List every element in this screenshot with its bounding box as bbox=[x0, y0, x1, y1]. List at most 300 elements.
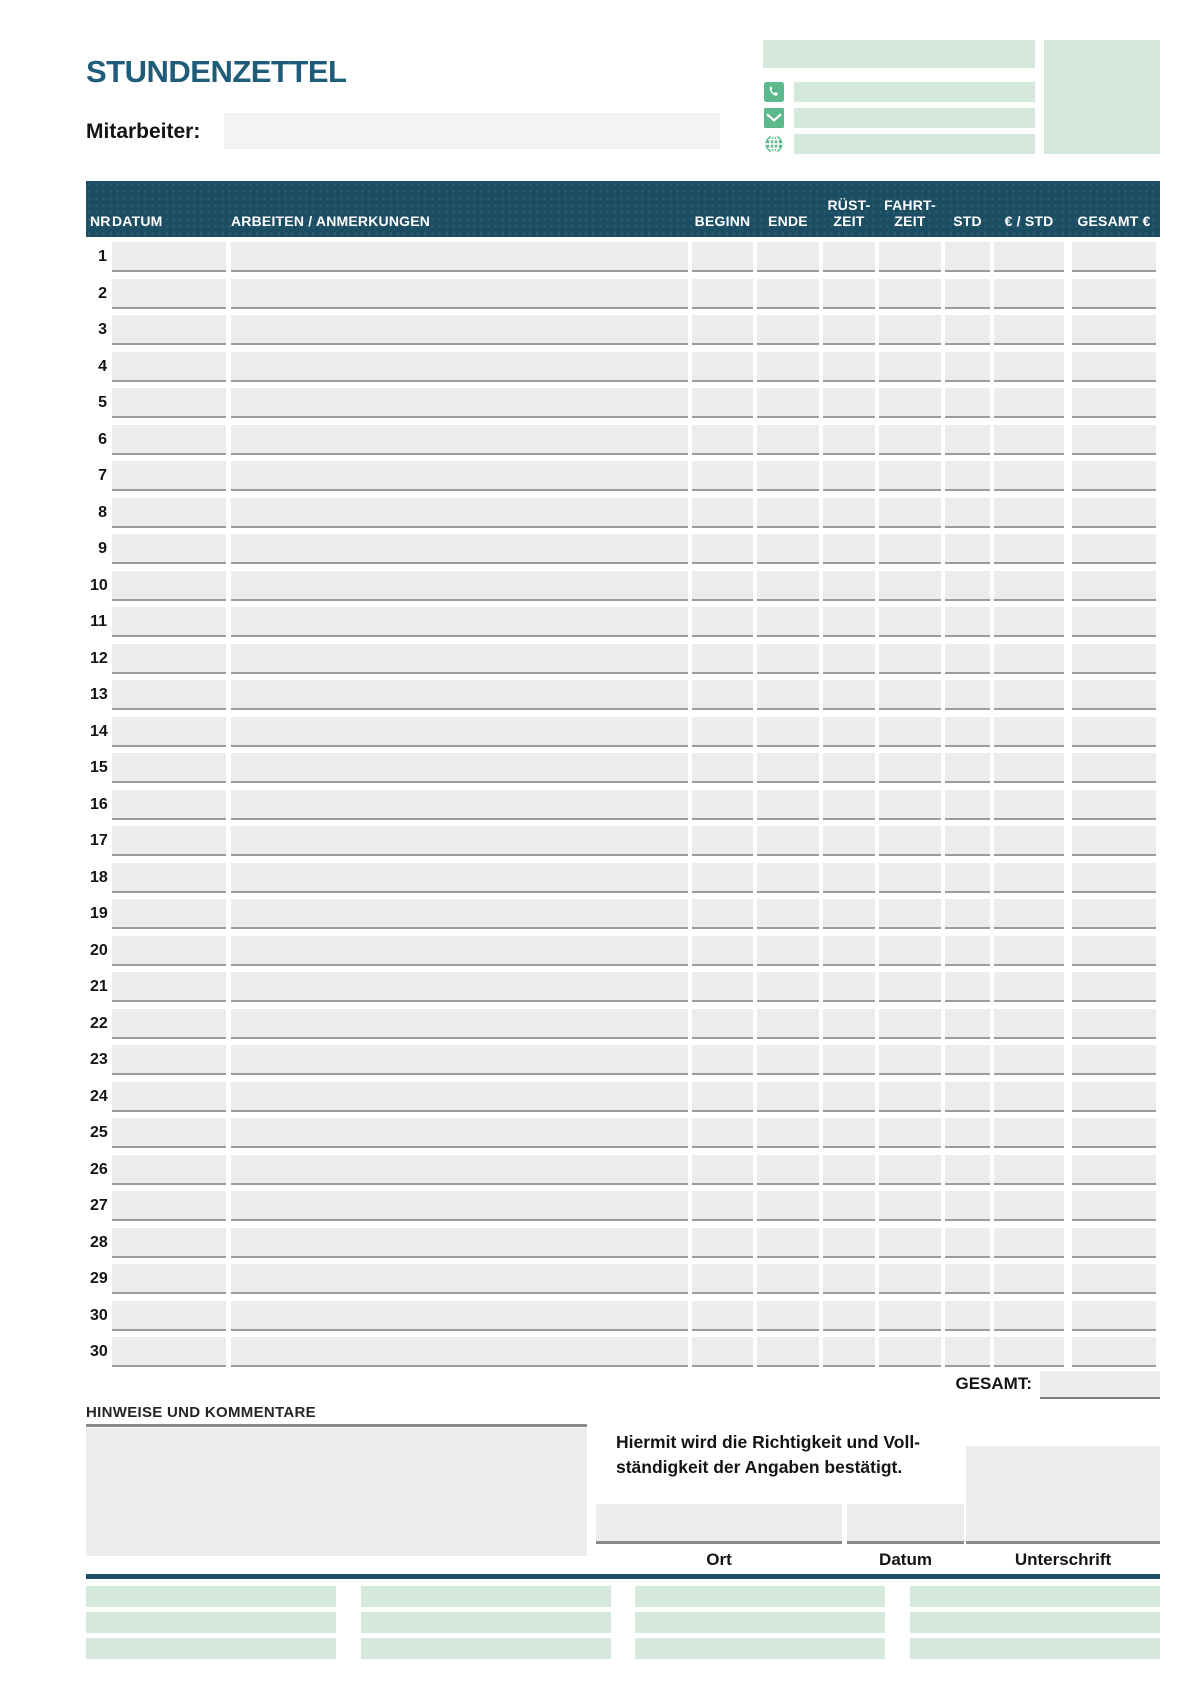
table-row bbox=[86, 279, 1160, 309]
gesamt-field[interactable] bbox=[1072, 753, 1156, 783]
datum-field[interactable] bbox=[112, 1155, 226, 1185]
datum-field[interactable] bbox=[112, 1337, 226, 1367]
ruestzeit-field[interactable] bbox=[823, 717, 875, 747]
ende-field[interactable] bbox=[757, 571, 819, 601]
ende-field[interactable] bbox=[757, 753, 819, 783]
beginn-field[interactable] bbox=[692, 388, 753, 418]
std-field[interactable] bbox=[945, 680, 990, 710]
std-field[interactable] bbox=[945, 498, 990, 528]
fahrtzeit-field[interactable] bbox=[879, 388, 941, 418]
arbeiten-field[interactable] bbox=[231, 899, 688, 929]
ende-field[interactable] bbox=[757, 607, 819, 637]
ende-field[interactable] bbox=[757, 1228, 819, 1258]
beginn-field[interactable] bbox=[692, 1264, 753, 1294]
gesamt-field[interactable] bbox=[1072, 1155, 1156, 1185]
fahrtzeit-field[interactable] bbox=[879, 279, 941, 309]
beginn-field[interactable] bbox=[692, 571, 753, 601]
arbeiten-field[interactable] bbox=[231, 1009, 688, 1039]
eur-std-field[interactable] bbox=[994, 1228, 1064, 1258]
gesamt-field[interactable] bbox=[1072, 936, 1156, 966]
eur-std-field[interactable] bbox=[994, 1337, 1064, 1367]
std-field[interactable] bbox=[945, 1301, 990, 1331]
datum-field[interactable] bbox=[112, 936, 226, 966]
gesamt-field[interactable] bbox=[1072, 972, 1156, 1002]
fahrtzeit-field[interactable] bbox=[879, 972, 941, 1002]
ruestzeit-field[interactable] bbox=[823, 425, 875, 455]
ruestzeit-field[interactable] bbox=[823, 1118, 875, 1148]
std-field[interactable] bbox=[945, 571, 990, 601]
gesamt-field[interactable] bbox=[1072, 534, 1156, 564]
ruestzeit-field[interactable] bbox=[823, 972, 875, 1002]
fahrtzeit-field[interactable] bbox=[879, 1191, 941, 1221]
eur-std-field[interactable] bbox=[994, 1264, 1064, 1294]
arbeiten-field[interactable] bbox=[231, 753, 688, 783]
beginn-field[interactable] bbox=[692, 1337, 753, 1367]
ruestzeit-field[interactable] bbox=[823, 936, 875, 966]
beginn-field[interactable] bbox=[692, 717, 753, 747]
gesamt-field[interactable] bbox=[1072, 242, 1156, 272]
ruestzeit-field[interactable] bbox=[823, 607, 875, 637]
arbeiten-field[interactable] bbox=[231, 461, 688, 491]
std-field[interactable] bbox=[945, 717, 990, 747]
datum-field[interactable] bbox=[112, 571, 226, 601]
gesamt-field[interactable] bbox=[1072, 899, 1156, 929]
ende-field[interactable] bbox=[757, 352, 819, 382]
ende-field[interactable] bbox=[757, 863, 819, 893]
ruestzeit-field[interactable] bbox=[823, 899, 875, 929]
ruestzeit-field[interactable] bbox=[823, 1045, 875, 1075]
ende-field[interactable] bbox=[757, 644, 819, 674]
std-field[interactable] bbox=[945, 607, 990, 637]
table-row bbox=[86, 680, 1160, 710]
ende-field[interactable] bbox=[757, 1118, 819, 1148]
ende-field[interactable] bbox=[757, 1009, 819, 1039]
fahrtzeit-field[interactable] bbox=[879, 1228, 941, 1258]
ende-field[interactable] bbox=[757, 1155, 819, 1185]
std-field[interactable] bbox=[945, 1045, 990, 1075]
eur-std-field[interactable] bbox=[994, 425, 1064, 455]
gesamt-field[interactable] bbox=[1072, 461, 1156, 491]
footer-column bbox=[86, 1586, 336, 1664]
gesamt-field[interactable] bbox=[1072, 644, 1156, 674]
ende-field[interactable] bbox=[757, 425, 819, 455]
ruestzeit-field[interactable] bbox=[823, 826, 875, 856]
beginn-field[interactable] bbox=[692, 1301, 753, 1331]
datum-sign-field[interactable] bbox=[847, 1504, 964, 1544]
ende-field[interactable] bbox=[757, 1337, 819, 1367]
gesamt-field[interactable] bbox=[1072, 1264, 1156, 1294]
comments-field[interactable] bbox=[86, 1428, 587, 1556]
ende-field[interactable] bbox=[757, 1191, 819, 1221]
row-number: 14 bbox=[90, 722, 108, 740]
fahrtzeit-field[interactable] bbox=[879, 1155, 941, 1185]
std-field[interactable] bbox=[945, 899, 990, 929]
beginn-field[interactable] bbox=[692, 899, 753, 929]
ruestzeit-field[interactable] bbox=[823, 1155, 875, 1185]
datum-field[interactable] bbox=[112, 826, 226, 856]
fahrtzeit-field[interactable] bbox=[879, 680, 941, 710]
fahrtzeit-field[interactable] bbox=[879, 1301, 941, 1331]
comments-heading: HINWEISE UND KOMMENTARE bbox=[86, 1404, 316, 1421]
arbeiten-field[interactable] bbox=[231, 790, 688, 820]
table-row bbox=[86, 498, 1160, 528]
datum-field[interactable] bbox=[112, 461, 226, 491]
ende-field[interactable] bbox=[757, 680, 819, 710]
beginn-field[interactable] bbox=[692, 753, 753, 783]
std-field[interactable] bbox=[945, 972, 990, 1002]
arbeiten-field[interactable] bbox=[231, 571, 688, 601]
eur-std-field[interactable] bbox=[994, 279, 1064, 309]
fahrtzeit-field[interactable] bbox=[879, 534, 941, 564]
eur-std-field[interactable] bbox=[994, 498, 1064, 528]
beginn-field[interactable] bbox=[692, 826, 753, 856]
fahrtzeit-field[interactable] bbox=[879, 826, 941, 856]
datum-field[interactable] bbox=[112, 242, 226, 272]
eur-std-field[interactable] bbox=[994, 1082, 1064, 1112]
ruestzeit-field[interactable] bbox=[823, 242, 875, 272]
gesamt-field[interactable] bbox=[1072, 680, 1156, 710]
ruestzeit-field[interactable] bbox=[823, 1191, 875, 1221]
table-row bbox=[86, 352, 1160, 382]
datum-field[interactable] bbox=[112, 790, 226, 820]
ende-field[interactable] bbox=[757, 1301, 819, 1331]
gesamt-field[interactable] bbox=[1072, 607, 1156, 637]
eur-std-field[interactable] bbox=[994, 461, 1064, 491]
ruestzeit-field[interactable] bbox=[823, 1337, 875, 1367]
arbeiten-field[interactable] bbox=[231, 1264, 688, 1294]
ruestzeit-field[interactable] bbox=[823, 352, 875, 382]
eur-std-field[interactable] bbox=[994, 1191, 1064, 1221]
gesamt-field[interactable] bbox=[1072, 315, 1156, 345]
datum-field[interactable] bbox=[112, 863, 226, 893]
fahrtzeit-field[interactable] bbox=[879, 936, 941, 966]
eur-std-field[interactable] bbox=[994, 753, 1064, 783]
beginn-field[interactable] bbox=[692, 863, 753, 893]
arbeiten-field[interactable] bbox=[231, 1191, 688, 1221]
ende-field[interactable] bbox=[757, 242, 819, 272]
eur-std-field[interactable] bbox=[994, 1301, 1064, 1331]
beginn-field[interactable] bbox=[692, 607, 753, 637]
fahrtzeit-field[interactable] bbox=[879, 1118, 941, 1148]
footer-placeholder-bar bbox=[910, 1586, 1160, 1607]
fahrtzeit-field[interactable] bbox=[879, 717, 941, 747]
fahrtzeit-field[interactable] bbox=[879, 607, 941, 637]
ruestzeit-field[interactable] bbox=[823, 388, 875, 418]
beginn-field[interactable] bbox=[692, 1009, 753, 1039]
unterschrift-field[interactable] bbox=[966, 1446, 1160, 1544]
beginn-field[interactable] bbox=[692, 936, 753, 966]
eur-std-field[interactable] bbox=[994, 571, 1064, 601]
eur-std-field[interactable] bbox=[994, 607, 1064, 637]
ort-field[interactable] bbox=[596, 1504, 842, 1544]
eur-std-field[interactable] bbox=[994, 388, 1064, 418]
std-field[interactable] bbox=[945, 753, 990, 783]
ruestzeit-field[interactable] bbox=[823, 498, 875, 528]
beginn-field[interactable] bbox=[692, 352, 753, 382]
ruestzeit-field[interactable] bbox=[823, 644, 875, 674]
gesamt-field[interactable] bbox=[1072, 790, 1156, 820]
arbeiten-field[interactable] bbox=[231, 534, 688, 564]
std-field[interactable] bbox=[945, 826, 990, 856]
gesamt-total-field[interactable] bbox=[1040, 1371, 1160, 1399]
arbeiten-field[interactable] bbox=[231, 498, 688, 528]
arbeiten-field[interactable] bbox=[231, 644, 688, 674]
eur-std-field[interactable] bbox=[994, 899, 1064, 929]
ende-field[interactable] bbox=[757, 936, 819, 966]
beginn-field[interactable] bbox=[692, 1045, 753, 1075]
fahrtzeit-field[interactable] bbox=[879, 1337, 941, 1367]
std-field[interactable] bbox=[945, 1118, 990, 1148]
beginn-field[interactable] bbox=[692, 498, 753, 528]
beginn-field[interactable] bbox=[692, 461, 753, 491]
gesamt-field[interactable] bbox=[1072, 1118, 1156, 1148]
arbeiten-field[interactable] bbox=[231, 936, 688, 966]
std-field[interactable] bbox=[945, 644, 990, 674]
arbeiten-field[interactable] bbox=[231, 1045, 688, 1075]
ruestzeit-field[interactable] bbox=[823, 680, 875, 710]
beginn-field[interactable] bbox=[692, 242, 753, 272]
arbeiten-field[interactable] bbox=[231, 1228, 688, 1258]
arbeiten-field[interactable] bbox=[231, 1118, 688, 1148]
fahrtzeit-field[interactable] bbox=[879, 1045, 941, 1075]
beginn-field[interactable] bbox=[692, 790, 753, 820]
arbeiten-field[interactable] bbox=[231, 1301, 688, 1331]
std-field[interactable] bbox=[945, 1264, 990, 1294]
std-field[interactable] bbox=[945, 936, 990, 966]
beginn-field[interactable] bbox=[692, 1155, 753, 1185]
std-field[interactable] bbox=[945, 352, 990, 382]
ende-field[interactable] bbox=[757, 315, 819, 345]
ende-field[interactable] bbox=[757, 790, 819, 820]
table-row bbox=[86, 388, 1160, 418]
fahrtzeit-field[interactable] bbox=[879, 315, 941, 345]
gesamt-field[interactable] bbox=[1072, 1301, 1156, 1331]
gesamt-field[interactable] bbox=[1072, 388, 1156, 418]
eur-std-field[interactable] bbox=[994, 534, 1064, 564]
gesamt-field[interactable] bbox=[1072, 1337, 1156, 1367]
eur-std-field[interactable] bbox=[994, 972, 1064, 1002]
arbeiten-field[interactable] bbox=[231, 680, 688, 710]
gesamt-field[interactable] bbox=[1072, 1228, 1156, 1258]
datum-field[interactable] bbox=[112, 1009, 226, 1039]
fahrtzeit-field[interactable] bbox=[879, 1082, 941, 1112]
fahrtzeit-field[interactable] bbox=[879, 644, 941, 674]
datum-field[interactable] bbox=[112, 1264, 226, 1294]
gesamt-field[interactable] bbox=[1072, 279, 1156, 309]
ende-field[interactable] bbox=[757, 461, 819, 491]
datum-field[interactable] bbox=[112, 607, 226, 637]
arbeiten-field[interactable] bbox=[231, 1337, 688, 1367]
datum-field[interactable] bbox=[112, 1228, 226, 1258]
std-field[interactable] bbox=[945, 1082, 990, 1112]
std-field[interactable] bbox=[945, 315, 990, 345]
arbeiten-field[interactable] bbox=[231, 242, 688, 272]
ruestzeit-field[interactable] bbox=[823, 1009, 875, 1039]
gesamt-field[interactable] bbox=[1072, 1191, 1156, 1221]
datum-field[interactable] bbox=[112, 680, 226, 710]
beginn-field[interactable] bbox=[692, 534, 753, 564]
ruestzeit-field[interactable] bbox=[823, 863, 875, 893]
ende-field[interactable] bbox=[757, 1045, 819, 1075]
gesamt-field[interactable] bbox=[1072, 571, 1156, 601]
datum-field[interactable] bbox=[112, 972, 226, 1002]
arbeiten-field[interactable] bbox=[231, 1082, 688, 1112]
arbeiten-field[interactable] bbox=[231, 388, 688, 418]
datum-field[interactable] bbox=[112, 279, 226, 309]
eur-std-field[interactable] bbox=[994, 1118, 1064, 1148]
table-row bbox=[86, 534, 1160, 564]
fahrtzeit-field[interactable] bbox=[879, 498, 941, 528]
eur-std-field[interactable] bbox=[994, 644, 1064, 674]
beginn-field[interactable] bbox=[692, 1082, 753, 1112]
beginn-field[interactable] bbox=[692, 680, 753, 710]
ende-field[interactable] bbox=[757, 498, 819, 528]
gesamt-field[interactable] bbox=[1072, 425, 1156, 455]
std-field[interactable] bbox=[945, 1155, 990, 1185]
beginn-field[interactable] bbox=[692, 1228, 753, 1258]
ende-field[interactable] bbox=[757, 972, 819, 1002]
ruestzeit-field[interactable] bbox=[823, 461, 875, 491]
eur-std-field[interactable] bbox=[994, 242, 1064, 272]
std-field[interactable] bbox=[945, 388, 990, 418]
arbeiten-field[interactable] bbox=[231, 425, 688, 455]
arbeiten-field[interactable] bbox=[231, 1155, 688, 1185]
std-field[interactable] bbox=[945, 1228, 990, 1258]
arbeiten-field[interactable] bbox=[231, 352, 688, 382]
ende-field[interactable] bbox=[757, 534, 819, 564]
datum-field[interactable] bbox=[112, 315, 226, 345]
datum-field[interactable] bbox=[112, 899, 226, 929]
gesamt-field[interactable] bbox=[1072, 1045, 1156, 1075]
beginn-field[interactable] bbox=[692, 425, 753, 455]
arbeiten-field[interactable] bbox=[231, 315, 688, 345]
datum-field[interactable] bbox=[112, 717, 226, 747]
std-field[interactable] bbox=[945, 425, 990, 455]
ruestzeit-field[interactable] bbox=[823, 279, 875, 309]
ruestzeit-field[interactable] bbox=[823, 1228, 875, 1258]
datum-field[interactable] bbox=[112, 1082, 226, 1112]
eur-std-field[interactable] bbox=[994, 717, 1064, 747]
fahrtzeit-field[interactable] bbox=[879, 352, 941, 382]
eur-std-field[interactable] bbox=[994, 863, 1064, 893]
ruestzeit-field[interactable] bbox=[823, 1082, 875, 1112]
eur-std-field[interactable] bbox=[994, 680, 1064, 710]
arbeiten-field[interactable] bbox=[231, 279, 688, 309]
ruestzeit-field[interactable] bbox=[823, 1264, 875, 1294]
ruestzeit-field[interactable] bbox=[823, 1301, 875, 1331]
datum-field[interactable] bbox=[112, 498, 226, 528]
ruestzeit-field[interactable] bbox=[823, 571, 875, 601]
datum-field[interactable] bbox=[112, 534, 226, 564]
arbeiten-field[interactable] bbox=[231, 717, 688, 747]
eur-std-field[interactable] bbox=[994, 315, 1064, 345]
std-field[interactable] bbox=[945, 1337, 990, 1367]
gesamt-field[interactable] bbox=[1072, 498, 1156, 528]
row-number: 1 bbox=[98, 248, 107, 265]
eur-std-field[interactable] bbox=[994, 790, 1064, 820]
eur-std-field[interactable] bbox=[994, 1155, 1064, 1185]
datum-field[interactable] bbox=[112, 1301, 226, 1331]
gesamt-field[interactable] bbox=[1072, 1009, 1156, 1039]
beginn-field[interactable] bbox=[692, 972, 753, 1002]
std-field[interactable] bbox=[945, 790, 990, 820]
datum-field[interactable] bbox=[112, 1118, 226, 1148]
ende-field[interactable] bbox=[757, 1082, 819, 1112]
datum-field[interactable] bbox=[112, 425, 226, 455]
gesamt-field[interactable] bbox=[1072, 352, 1156, 382]
eur-std-field[interactable] bbox=[994, 1009, 1064, 1039]
std-field[interactable] bbox=[945, 534, 990, 564]
datum-field[interactable] bbox=[112, 388, 226, 418]
ruestzeit-field[interactable] bbox=[823, 790, 875, 820]
std-field[interactable] bbox=[945, 279, 990, 309]
ruestzeit-field[interactable] bbox=[823, 534, 875, 564]
fahrtzeit-field[interactable] bbox=[879, 1009, 941, 1039]
gesamt-field[interactable] bbox=[1072, 1082, 1156, 1112]
std-field[interactable] bbox=[945, 1191, 990, 1221]
std-field[interactable] bbox=[945, 461, 990, 491]
beginn-field[interactable] bbox=[692, 1118, 753, 1148]
ende-field[interactable] bbox=[757, 388, 819, 418]
fahrtzeit-field[interactable] bbox=[879, 753, 941, 783]
table-row bbox=[86, 607, 1160, 637]
arbeiten-field[interactable] bbox=[231, 863, 688, 893]
std-field[interactable] bbox=[945, 863, 990, 893]
fahrtzeit-field[interactable] bbox=[879, 790, 941, 820]
fahrtzeit-field[interactable] bbox=[879, 863, 941, 893]
ende-field[interactable] bbox=[757, 279, 819, 309]
fahrtzeit-field[interactable] bbox=[879, 242, 941, 272]
datum-field[interactable] bbox=[112, 1191, 226, 1221]
ende-field[interactable] bbox=[757, 899, 819, 929]
std-field[interactable] bbox=[945, 1009, 990, 1039]
ruestzeit-field[interactable] bbox=[823, 753, 875, 783]
datum-field[interactable] bbox=[112, 1045, 226, 1075]
employee-name-field[interactable] bbox=[224, 113, 720, 149]
beginn-field[interactable] bbox=[692, 315, 753, 345]
fahrtzeit-field[interactable] bbox=[879, 425, 941, 455]
fahrtzeit-field[interactable] bbox=[879, 899, 941, 929]
arbeiten-field[interactable] bbox=[231, 826, 688, 856]
gesamt-field[interactable] bbox=[1072, 826, 1156, 856]
ende-field[interactable] bbox=[757, 717, 819, 747]
row-number: 25 bbox=[90, 1124, 108, 1141]
datum-field[interactable] bbox=[112, 352, 226, 382]
fahrtzeit-field[interactable] bbox=[879, 1264, 941, 1294]
eur-std-field[interactable] bbox=[994, 1045, 1064, 1075]
gesamt-field[interactable] bbox=[1072, 863, 1156, 893]
datum-field[interactable] bbox=[112, 644, 226, 674]
beginn-field[interactable] bbox=[692, 1191, 753, 1221]
row-number: 30 bbox=[90, 1343, 108, 1360]
std-field[interactable] bbox=[945, 242, 990, 272]
arbeiten-field[interactable] bbox=[231, 607, 688, 637]
fahrtzeit-field[interactable] bbox=[879, 571, 941, 601]
datum-field[interactable] bbox=[112, 753, 226, 783]
fahrtzeit-field[interactable] bbox=[879, 461, 941, 491]
company-logo-placeholder bbox=[1044, 40, 1160, 154]
eur-std-field[interactable] bbox=[994, 936, 1064, 966]
ruestzeit-field[interactable] bbox=[823, 315, 875, 345]
arbeiten-field[interactable] bbox=[231, 972, 688, 1002]
eur-std-field[interactable] bbox=[994, 826, 1064, 856]
ende-field[interactable] bbox=[757, 826, 819, 856]
ende-field[interactable] bbox=[757, 1264, 819, 1294]
gesamt-field[interactable] bbox=[1072, 717, 1156, 747]
eur-std-field[interactable] bbox=[994, 352, 1064, 382]
beginn-field[interactable] bbox=[692, 279, 753, 309]
beginn-field[interactable] bbox=[692, 644, 753, 674]
